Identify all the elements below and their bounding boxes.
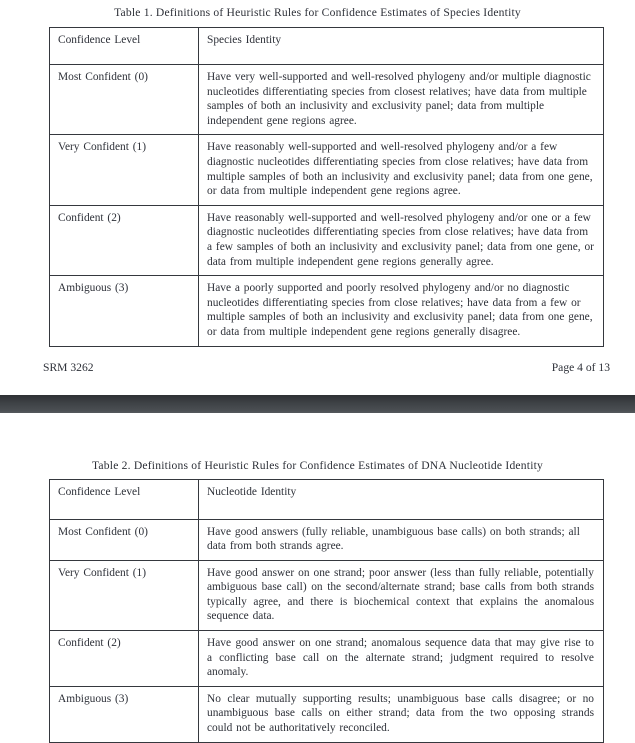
confidence-level-cell: Very Confident (1) <box>50 135 199 205</box>
table-row <box>50 65 604 135</box>
confidence-level-cell: Most Confident (0) <box>50 65 199 135</box>
table2-header-nucleotide-identity: Nucleotide Identity <box>199 479 604 519</box>
table2-header-confidence-level: Confidence Level <box>50 479 199 519</box>
confidence-level-cell: Ambiguous (3) <box>50 276 199 346</box>
definition-cell: Have good answers (fully reliable, unambiguous base calls) on both strands; all data from both strands agree. <box>199 519 604 560</box>
definition-cell: Have a poorly supported and poorly resolved phylogeny and/or no diagnostic nucleotides differentiating species from close relatives; have data from a few or multiple samples of both an inclusivity and exclusivity panel; data from one gene, or data from multiple independent gene regions generally disagree. <box>199 276 604 346</box>
table-row <box>50 631 604 687</box>
table1-header-confidence-level: Confidence Level <box>50 28 199 65</box>
table-row <box>50 135 604 205</box>
table-row <box>50 560 604 630</box>
page-footer <box>43 361 610 374</box>
table1-header-row <box>50 28 604 65</box>
table1-species-identity <box>49 27 604 347</box>
confidence-level-cell: Confident (2) <box>50 205 199 275</box>
definition-cell: No clear mutually supporting results; unambiguous base calls disagree; or no unambiguous base calls on either strand; data from the two opposing strands could not be authoritatively reconciled. <box>199 686 604 742</box>
confidence-level-cell: Ambiguous (3) <box>50 686 199 742</box>
definition-cell: Have reasonably well-supported and well-resolved phylogeny and/or a few diagnostic nucleotides differentiating species from close relatives; have data from multiple samples of both an inclusivity and exclusivity panel; data from one gene, or data from multiple independent gene regions agree. <box>199 135 604 205</box>
footer-srm-number: SRM 3262 <box>43 360 94 374</box>
definition-cell: Have good answer on one strand; anomalous sequence data that may give rise to a conflicting base call on the alternate strand; judgment required to resolve anomaly. <box>199 631 604 687</box>
confidence-level-cell: Very Confident (1) <box>50 560 199 630</box>
document-page-5 <box>0 459 635 743</box>
table2-title: Table 2. Definitions of Heuristic Rules for Confidence Estimates of DNA Nucleotide Identity <box>91 458 544 472</box>
confidence-level-cell: Most Confident (0) <box>50 519 199 560</box>
page-separator-bar <box>0 395 635 413</box>
table2-nucleotide-identity <box>49 479 604 743</box>
table-row <box>50 686 604 742</box>
definition-cell: Have reasonably well-supported and well-resolved phylogeny and/or one or a few diagnostic nucleotides differentiating species from close relatives; have data from a few samples of both an inclusivity and exclusivity panel; data from one gene, or data from multiple independent gene regions generally agree. <box>199 205 604 275</box>
table-row <box>50 276 604 346</box>
table1-header-species-identity: Species Identity <box>199 28 604 65</box>
table2-header-row <box>50 479 604 519</box>
table1-title: Table 1. Definitions of Heuristic Rules for Confidence Estimates of Species Identity <box>114 6 521 19</box>
table-row <box>50 519 604 560</box>
confidence-level-cell: Confident (2) <box>50 631 199 687</box>
definition-cell: Have good answer on one strand; poor answer (less than fully reliable, potentially ambiguous base call) on the second/alternate strand; base calls from both strands typically agree, and there is biochemical context that explains the anomalous sequence data. <box>199 560 604 630</box>
table-row <box>50 205 604 275</box>
definition-cell: Have very well-supported and well-resolved phylogeny and/or multiple diagnostic nucleotides differentiating species from closest relatives; have data from multiple samples of both an inclusivity and exclusivity panel; data from multiple independent gene regions agree. <box>199 65 604 135</box>
footer-page-number: Page 4 of 13 <box>551 360 610 374</box>
